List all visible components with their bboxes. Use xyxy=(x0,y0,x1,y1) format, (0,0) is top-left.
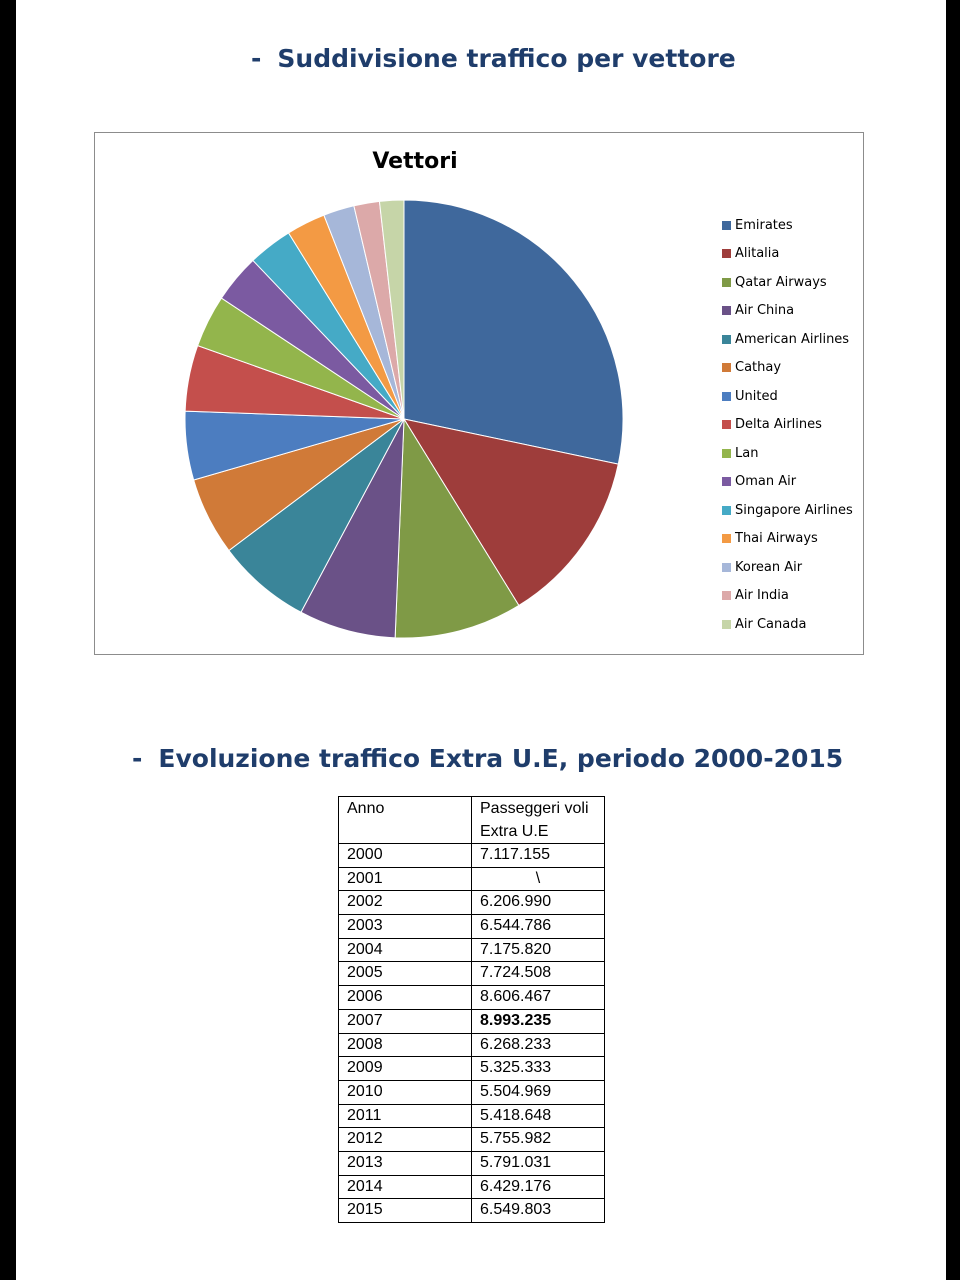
pie-slice xyxy=(404,200,623,464)
legend-swatch xyxy=(722,420,731,429)
header-year: Anno xyxy=(339,797,472,844)
table-header-row xyxy=(339,797,605,844)
document-page xyxy=(16,0,946,1280)
legend-swatch xyxy=(722,306,731,315)
legend-swatch xyxy=(722,534,731,543)
legend-label: Qatar Airways xyxy=(735,274,827,290)
legend-item xyxy=(722,240,853,269)
table-row xyxy=(339,1151,605,1175)
legend-item xyxy=(722,268,853,297)
cell-passengers: 7.724.508 xyxy=(472,962,605,986)
legend-label: Cathay xyxy=(735,360,782,376)
cell-passengers: 6.544.786 xyxy=(472,915,605,939)
legend-item xyxy=(722,610,853,639)
legend-item xyxy=(722,439,853,468)
table-row xyxy=(339,844,605,868)
cell-passengers: 6.206.990 xyxy=(472,891,605,915)
cell-year: 2007 xyxy=(339,1009,472,1033)
heading-dash: - xyxy=(132,744,143,773)
legend-item xyxy=(722,468,853,497)
traffic-table xyxy=(338,796,605,1223)
table-row xyxy=(339,1104,605,1128)
legend-swatch xyxy=(722,591,731,600)
table-row xyxy=(339,915,605,939)
heading-text: Evoluzione traffico Extra U.E, periodo 2000-2015 xyxy=(158,744,844,773)
legend-label: Emirates xyxy=(735,217,793,233)
cell-passengers: \ xyxy=(472,867,605,891)
legend-label: American Airlines xyxy=(735,331,850,347)
cell-passengers: 6.429.176 xyxy=(472,1175,605,1199)
chart-legend xyxy=(722,211,853,639)
cell-year: 2005 xyxy=(339,962,472,986)
cell-year: 2012 xyxy=(339,1128,472,1152)
table-row xyxy=(339,867,605,891)
legend-swatch xyxy=(722,392,731,401)
cell-year: 2009 xyxy=(339,1057,472,1081)
cell-year: 2013 xyxy=(339,1151,472,1175)
heading-text: Suddivisione traffico per vettore xyxy=(277,44,736,73)
cell-year: 2010 xyxy=(339,1080,472,1104)
legend-item xyxy=(722,325,853,354)
legend-swatch xyxy=(722,221,731,230)
cell-passengers: 5.504.969 xyxy=(472,1080,605,1104)
table-row xyxy=(339,986,605,1010)
section-heading-carrier-split xyxy=(251,44,736,73)
legend-item xyxy=(722,496,853,525)
table-row xyxy=(339,962,605,986)
table-row xyxy=(339,1033,605,1057)
cell-passengers: 7.175.820 xyxy=(472,938,605,962)
cell-passengers: 5.755.982 xyxy=(472,1128,605,1152)
table-row xyxy=(339,1057,605,1081)
heading-dash: - xyxy=(251,44,262,73)
legend-swatch xyxy=(722,449,731,458)
table-row xyxy=(339,938,605,962)
legend-item xyxy=(722,553,853,582)
cell-passengers: 6.549.803 xyxy=(472,1199,605,1223)
cell-year: 2006 xyxy=(339,986,472,1010)
legend-label: Korean Air xyxy=(735,559,803,575)
legend-label: Delta Airlines xyxy=(735,417,822,433)
section-heading-extra-eu xyxy=(132,744,843,773)
legend-swatch xyxy=(722,477,731,486)
legend-swatch xyxy=(722,563,731,572)
cell-year: 2002 xyxy=(339,891,472,915)
legend-item xyxy=(722,582,853,611)
legend-swatch xyxy=(722,278,731,287)
legend-label: Lan xyxy=(735,445,759,461)
legend-swatch xyxy=(722,506,731,515)
table-row xyxy=(339,1080,605,1104)
cell-passengers: 7.117.155 xyxy=(472,844,605,868)
cell-passengers: 8.993.235 xyxy=(472,1009,605,1033)
legend-label: Air China xyxy=(735,303,795,319)
cell-year: 2001 xyxy=(339,867,472,891)
legend-label: Air Canada xyxy=(735,616,807,632)
chart-title: Vettori xyxy=(372,149,458,174)
legend-label: Oman Air xyxy=(735,474,797,490)
cell-year: 2003 xyxy=(339,915,472,939)
table-row xyxy=(339,891,605,915)
cell-passengers: 6.268.233 xyxy=(472,1033,605,1057)
legend-swatch xyxy=(722,249,731,258)
legend-swatch xyxy=(722,620,731,629)
legend-label: Alitalia xyxy=(735,246,780,262)
legend-label: Air India xyxy=(735,588,789,604)
header-passengers: Passeggeri voli Extra U.E xyxy=(472,797,605,844)
legend-swatch xyxy=(722,363,731,372)
legend-item xyxy=(722,382,853,411)
legend-label: United xyxy=(735,388,778,404)
legend-item xyxy=(722,211,853,240)
table-row xyxy=(339,1175,605,1199)
cell-passengers: 5.791.031 xyxy=(472,1151,605,1175)
cell-year: 2008 xyxy=(339,1033,472,1057)
cell-year: 2000 xyxy=(339,844,472,868)
legend-item xyxy=(722,411,853,440)
cell-year: 2014 xyxy=(339,1175,472,1199)
legend-item xyxy=(722,354,853,383)
cell-year: 2004 xyxy=(339,938,472,962)
table-row xyxy=(339,1199,605,1223)
legend-item xyxy=(722,297,853,326)
legend-label: Thai Airways xyxy=(735,531,818,547)
cell-year: 2011 xyxy=(339,1104,472,1128)
pie-chart-frame xyxy=(94,132,864,655)
cell-passengers: 5.325.333 xyxy=(472,1057,605,1081)
legend-item xyxy=(722,525,853,554)
legend-swatch xyxy=(722,335,731,344)
legend-label: Singapore Airlines xyxy=(735,502,853,518)
cell-year: 2015 xyxy=(339,1199,472,1223)
table-row xyxy=(339,1009,605,1033)
table-row xyxy=(339,1128,605,1152)
cell-passengers: 5.418.648 xyxy=(472,1104,605,1128)
cell-passengers: 8.606.467 xyxy=(472,986,605,1010)
